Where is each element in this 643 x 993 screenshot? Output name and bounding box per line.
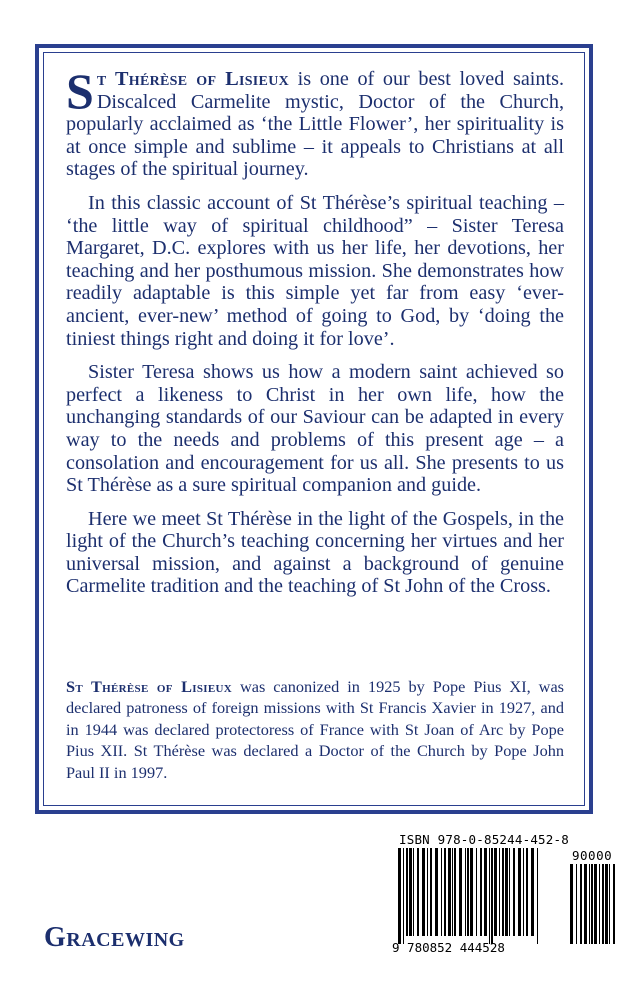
barcode-bar [448, 848, 451, 936]
barcode-bar [398, 848, 401, 944]
addon-bar [602, 864, 604, 944]
barcode-bar [499, 848, 500, 936]
barcode-bar [484, 848, 487, 936]
blurb-paragraph-1 [66, 63, 564, 181]
addon-barcode-bars [568, 864, 618, 944]
barcode-bar [452, 848, 453, 936]
barcode-bar [403, 848, 404, 944]
addon-bar [570, 864, 573, 944]
barcode-bar [531, 848, 534, 936]
barcode-bar [480, 848, 482, 936]
bio-text: was canonized in 1925 by Pope Pius XI, was declared patroness of foreign missions with St Francis Xavier in 1927, and in 1944 was declared protectoress of France with St Joan of Arc by Pope Pius XII. St Thérèse was declared a Doctor of the Church by Pope John Paul II in 1997. [66, 677, 565, 782]
addon-bar [584, 864, 587, 944]
barcode-bar [489, 848, 490, 944]
addon-bar [613, 864, 615, 944]
saint-name-lead: t Thérèse of Lisieux [96, 68, 290, 90]
barcode-bar [417, 848, 419, 936]
barcode-bar [537, 848, 538, 944]
isbn-barcode [392, 832, 620, 960]
barcode-bar [491, 848, 493, 944]
addon-bar [576, 864, 577, 944]
ean-digits: 9 780852 444528 [392, 940, 505, 955]
saint-biography [66, 676, 564, 783]
barcode-bar [476, 848, 477, 936]
barcode-bar [430, 848, 432, 936]
ean-barcode-bars [396, 848, 542, 944]
barcode-bar [427, 848, 428, 936]
barcode-bar [454, 848, 456, 936]
barcode-bar [502, 848, 504, 936]
barcode-bar [444, 848, 446, 936]
publisher-logo: Gracewing [44, 922, 185, 953]
barcode-bar [409, 848, 412, 936]
addon-bar [589, 864, 590, 944]
price-addon-number: 90000 [572, 848, 613, 863]
barcode-bar [465, 848, 466, 936]
drop-cap: S [66, 63, 94, 119]
blurb-paragraph-3: Sister Teresa shows us how a modern saint achieved so perfect a likeness to Christ in her own life, how the unchanging standards of our Saviour can be adapted in every way to the needs and problems of this present age – a consolation and encouragement for us all. She presents to us St Thérèse as a sure spiritual companion and guide. [66, 361, 564, 497]
barcode-bar [459, 848, 462, 936]
barcode-bar [509, 848, 510, 936]
blurb-paragraph-4: Here we meet St Thérèse in the light of the Gospels, in the light of the Church’s teaching concerning her virtues and her universal mission, and against a background of genuine Carmelite tradition and the teaching of St John of the Cross. [66, 507, 564, 598]
isbn-number: ISBN 978-0-85244-452-8 [399, 832, 569, 847]
barcode-bar [441, 848, 442, 936]
addon-bar [580, 864, 582, 944]
barcode-bar [406, 848, 408, 936]
bio-lead: St Thérèse of Lisieux [66, 677, 232, 696]
addon-bar [591, 864, 593, 944]
addon-bar [609, 864, 610, 944]
barcode-bar [523, 848, 524, 936]
barcode-bar [467, 848, 469, 936]
addon-bar [605, 864, 608, 944]
barcode-bar [513, 848, 515, 936]
barcode-bar [413, 848, 414, 936]
barcode-bar [435, 848, 438, 936]
barcode-bar [526, 848, 528, 936]
barcode-bar [518, 848, 521, 936]
paragraph-1-text: is one of our best loved saints. Discalced Carmelite mystic, Doctor of the Church, popularly acclaimed as ‘the Little Flower’, her spirituality is at once simple and sublime – it appeals to Christians at all stages of the spiritual journey. [66, 68, 564, 181]
blurb-text [66, 63, 564, 609]
barcode-bar [505, 848, 508, 936]
addon-bar [594, 864, 597, 944]
blurb-paragraph-2: In this classic account of St Thérèse’s spiritual teaching – ‘the little way of spiritual childhood” – Sister Teresa Margaret, D.C. explores with us her life, her devotions, her teaching and her posthumous mission. She demonstrates how readily adaptable is this simple yet far from easy ‘ever-ancient, ever-new’ method of going to God, by ‘doing the tiniest things right and doing it for love’. [66, 191, 564, 350]
barcode-bar [470, 848, 473, 936]
barcode-bar [494, 848, 497, 936]
addon-bar [599, 864, 600, 944]
barcode-bar [422, 848, 425, 936]
